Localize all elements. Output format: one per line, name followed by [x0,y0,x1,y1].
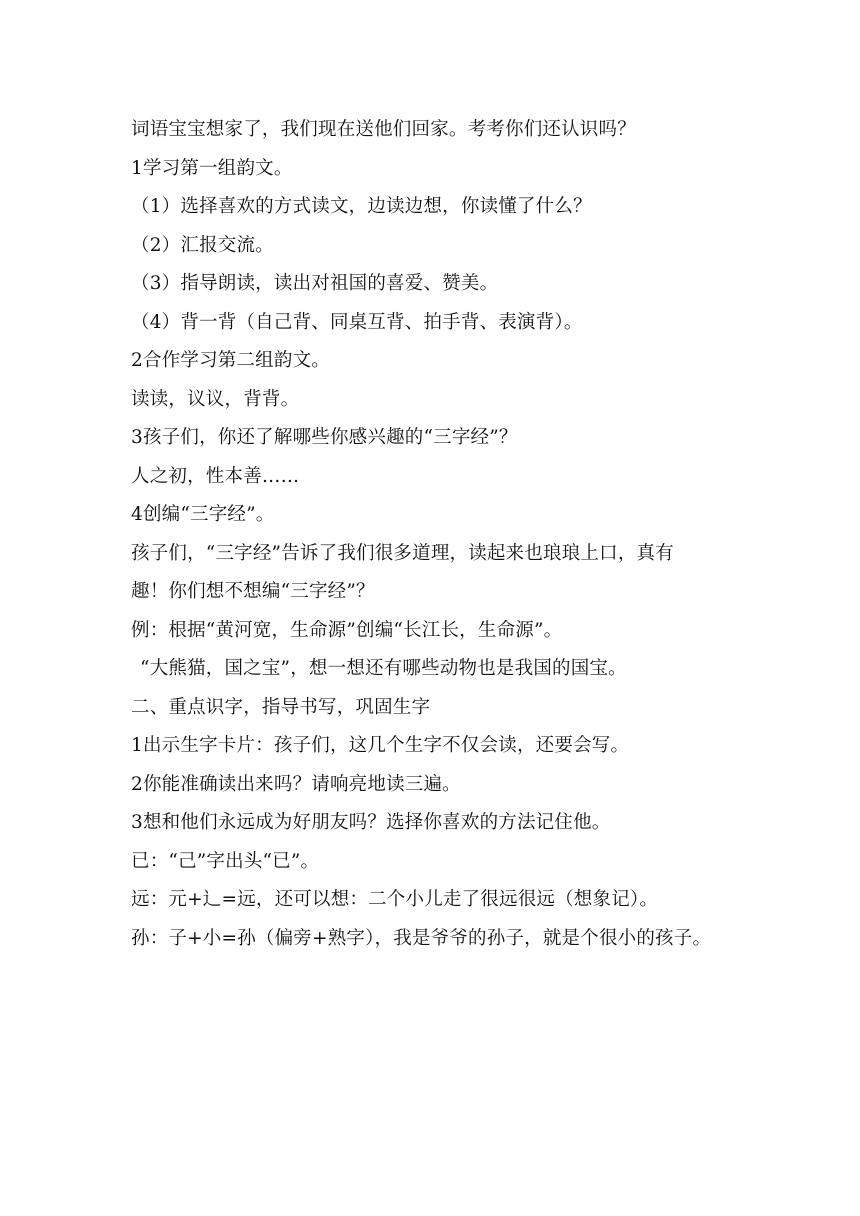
paragraph-intro: 词语宝宝想家了，我们现在送他们回家。考考你们还认识吗？ [131,119,636,140]
step-2-text: 读读，议议，背背。 [131,388,300,410]
document-body [131,111,741,958]
step-2-heading: 2合作学习第二组韵文。 [131,350,330,371]
character-note-yi: 已：“己”字出头“已”。 [131,850,320,872]
step-4-heading: 4创编“三字经”。 [131,504,275,525]
substep-2: （2）汇报交流。 [131,234,274,256]
example-question: “大熊猫，国之宝”，想一想还有哪些动物也是我国的国宝。 [140,658,627,679]
section-2-step-3: 3想和他们永远成为好朋友吗？选择你喜欢的方法记住他。 [131,812,611,833]
section-2-step-2: 2你能准确读出来吗？请响亮地读三遍。 [131,773,461,795]
character-note-sun: 孙：子+小=孙（偏旁+熟字），我是爷爷的孙子，就是个很小的孩子。 [131,927,712,949]
step-3-text: 人之初，性本善…… [131,465,300,487]
section-2-heading: 二、重点识字，指导书写，巩固生字 [131,696,431,718]
substep-3: （3）指导朗读，读出对祖国的喜爱、赞美。 [131,273,499,294]
step-4-text-line-1: 孩子们，“三字经”告诉了我们很多道理，读起来也琅琅上口，真有 [131,542,674,564]
substep-4: （4）背一背（自己背、同桌互背、拍手背、表演背）。 [131,311,583,333]
character-note-yuan: 远：元+辶=远，还可以想：二个小儿走了很远很远（想象记）。 [131,889,659,910]
step-3-heading: 3孩子们，你还了解哪些你感兴趣的“三字经”？ [131,427,518,448]
step-1-heading: 1学习第一组韵文。 [131,157,293,179]
step-4-text-line-2: 趣！你们想不想编“三字经”？ [131,581,375,602]
example-text: 例：根据“黄河宽，生命源”创编“长江长，生命源”。 [131,619,563,641]
substep-1: （1）选择喜欢的方式读文，边读边想，你读懂了什么？ [131,196,592,217]
section-2-step-1: 1出示生字卡片：孩子们，这几个生字不仅会读，还要会写。 [131,735,630,756]
